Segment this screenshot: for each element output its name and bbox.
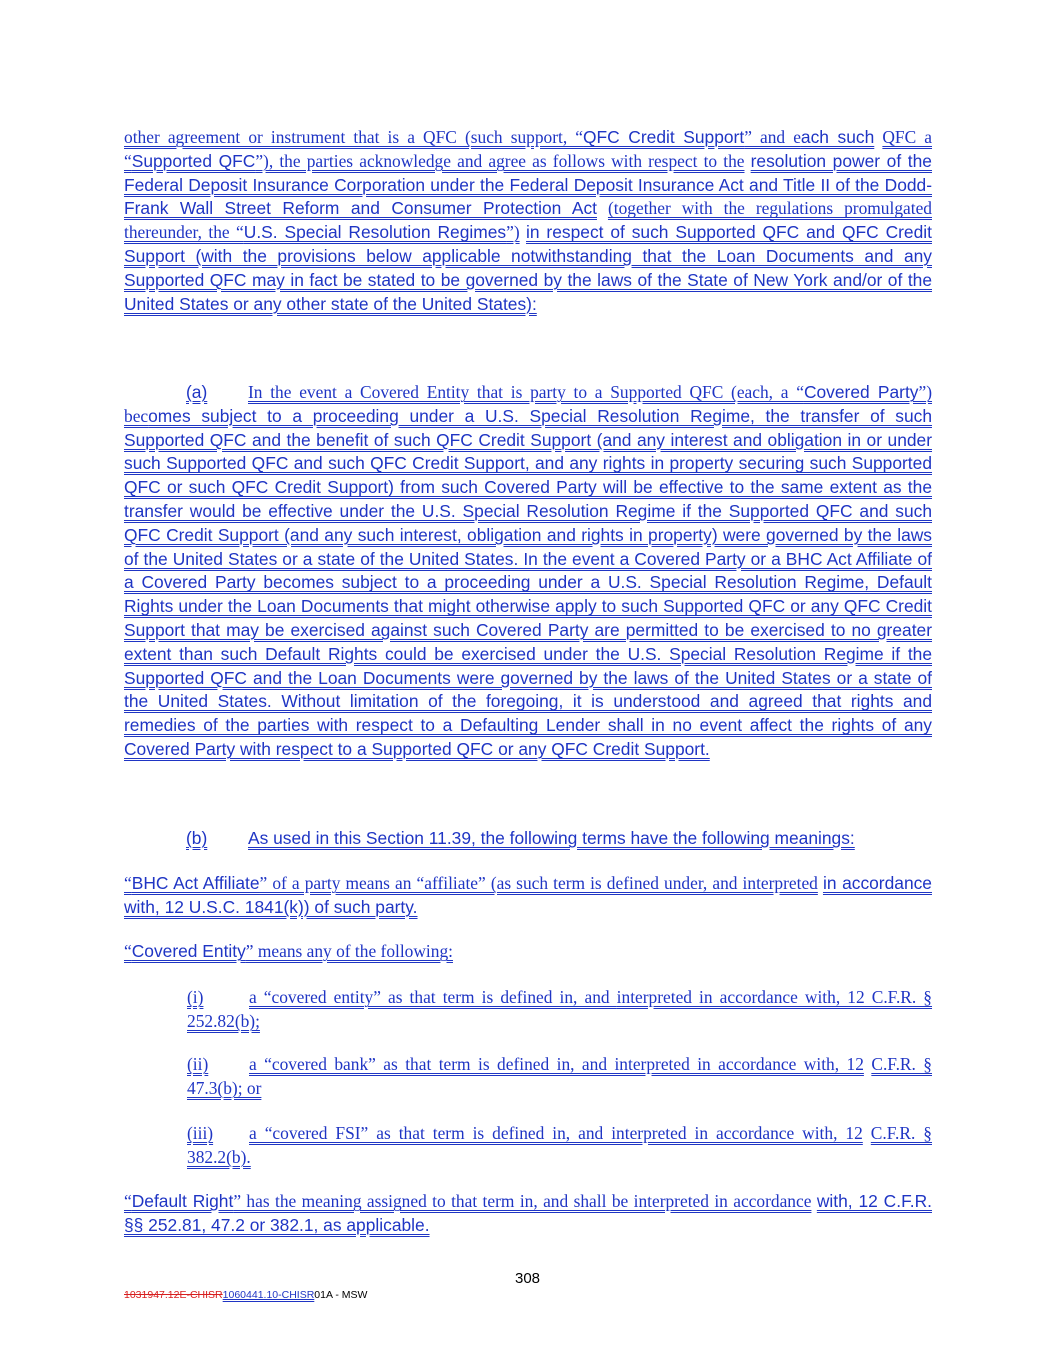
term-us-special-resolution-regimes: U.S. Special Resolution Regimes xyxy=(243,222,507,243)
list-item-text-2: C.F.R. § 47.3(b); or xyxy=(187,1054,932,1098)
intro-text-2: ” and e xyxy=(744,127,801,147)
definition-open-quote: “ xyxy=(124,941,132,961)
paragraph-a-text-2: ”) bec xyxy=(124,382,933,426)
footer-deleted-id: 1031947.12E-CHISR xyxy=(124,1289,223,1301)
list-item-label: (ii) xyxy=(187,1054,209,1074)
definition-bhc-text-2: in accordance with, 12 U.S.C. 1841(k)) of such party. xyxy=(124,873,932,917)
definition-bhc-act-affiliate xyxy=(124,872,932,920)
intro-paragraph xyxy=(124,126,932,316)
definition-open-quote: “ xyxy=(124,1191,132,1211)
list-item-text-1: a “covered FSI” as that term is defined in, and interpreted in accordance with, 12 xyxy=(249,1123,863,1143)
definition-default-text-2: with, 12 C.F.R. §§ 252.81, 47.2 or 382.1, as applicable. xyxy=(124,1191,932,1235)
list-item-text-1: a “covered bank” as that term is defined in, and interpreted in accordance with, 12 xyxy=(249,1054,864,1074)
list-item-text-2: C.F.R. § 382.2(b). xyxy=(187,1123,932,1167)
list-item-ii xyxy=(187,1053,932,1101)
definition-default-right xyxy=(124,1190,932,1238)
paragraph-a-label: (a) xyxy=(186,382,208,402)
paragraph-a xyxy=(124,381,932,762)
definition-default-text-1: ” has the meaning assigned to that term in, and shall be interpreted in accordance xyxy=(233,1191,812,1211)
definition-covered-entity xyxy=(124,940,932,964)
paragraph-b xyxy=(124,827,932,851)
intro-text-1: other agreement or instrument that is a QFC (such support, “ xyxy=(124,127,584,147)
term-covered-entity: Covered Entity xyxy=(131,941,246,961)
intro-text-7: (together with the regulations promulgated thereunder, the “ xyxy=(124,198,932,243)
term-qfc-credit-support: QFC Credit Support xyxy=(583,127,745,147)
definition-bhc-text-1: ” of a party means an “affiliate” (as such term is defined under, and interpreted xyxy=(259,873,818,893)
intro-text-5: ”), the parties acknowledge and agree as follows with respect to the xyxy=(255,150,745,171)
paragraph-b-text: As used in this Section 11.39, the following terms have the following meanings: xyxy=(248,828,855,848)
paragraph-a-text-3: omes subject to a proceeding under a U.S. Special Resolution Regime, the transfer of such Supported QFC and the benefit of such QFC Credit Support (and any interest and obligation in or under such Supported QFC and such QFC Credit Support, and any rights in property securing such Supported QFC or such QFC Credit Support) from such Covered Party will be effective to the same extent as the transfer would be effective under the U.S. Special Resolution Regime if the Supported QFC and such QFC Credit Support (and any such interest, obligation and rights in property) were governed by the laws of the United States or a state of the United States. In the event a Covered Party or a BHC Act Affiliate of a Covered Party becomes subject to a proceeding under a U.S. Special Resolution Regime, Default Rights under the Loan Documents that might otherwise apply to such Supported QFC or any QFC Credit Support that may be exercised against such Covered Party are permitted to be exercised to no greater extent than such Default Rights could be exercised under the U.S. Special Resolution Regime if the Supported QFC and the Loan Documents were governed by the laws of the United States or a state of the United States. Without limitation of the foregoing, it is understood and agreed that rights and remedies of the parties with respect to a Defaulting Lender shall in no event affect the rights of any Covered Party with respect to a Supported QFC or any QFC Credit Support. xyxy=(124,405,932,759)
document-footer xyxy=(124,1289,367,1301)
intro-text-8: ”) xyxy=(506,222,520,243)
paragraph-b-label: (b) xyxy=(186,828,208,848)
list-item-i xyxy=(187,986,932,1034)
intro-text-3: ach such xyxy=(800,127,875,147)
term-default-right: Default Right xyxy=(131,1191,234,1211)
list-item-text-1: a “covered entity” as that term is defined in, and xyxy=(249,987,617,1007)
page-number: 308 xyxy=(514,1270,541,1287)
list-item-label: (i) xyxy=(187,987,204,1007)
term-bhc-act-affiliate: BHC Act Affiliate xyxy=(131,873,260,893)
footer-inserted-id: 1060441.10-CHISR xyxy=(222,1289,315,1301)
footer-suffix: 01A - MSW xyxy=(314,1289,368,1301)
intro-text-6: resolution power of the Federal Deposit Insurance Corporation under the Federal Deposit Insurance Act and Title II of the Dodd-Frank Wall Street Reform and Consumer Protection Act xyxy=(124,150,932,219)
term-covered-party: Covered Party xyxy=(803,382,919,402)
intro-text-9: in respect of such Supported QFC and QFC Credit Support (with the provisions below applicable notwithstanding that the Loan Documents and any Supported QFC may in fact be stated to be governed by the laws of the State of New York and/or of the United States or any other state of the United States): xyxy=(124,222,932,314)
list-item-text-2: interpreted in accordance with, 12 C.F.R. § 252.82(b); xyxy=(187,987,933,1031)
definition-open-quote: “ xyxy=(124,873,132,893)
definition-covered-text: ” means any of the following: xyxy=(245,941,453,961)
term-supported-qfc: Supported QFC xyxy=(131,150,256,171)
intro-text-4: QFC a “ xyxy=(124,127,933,171)
paragraph-a-text-1: In the event a Covered Entity that is party to a Supported QFC (each, a “ xyxy=(248,382,804,402)
list-item-label: (iii) xyxy=(187,1123,214,1143)
list-item-iii xyxy=(187,1122,932,1170)
